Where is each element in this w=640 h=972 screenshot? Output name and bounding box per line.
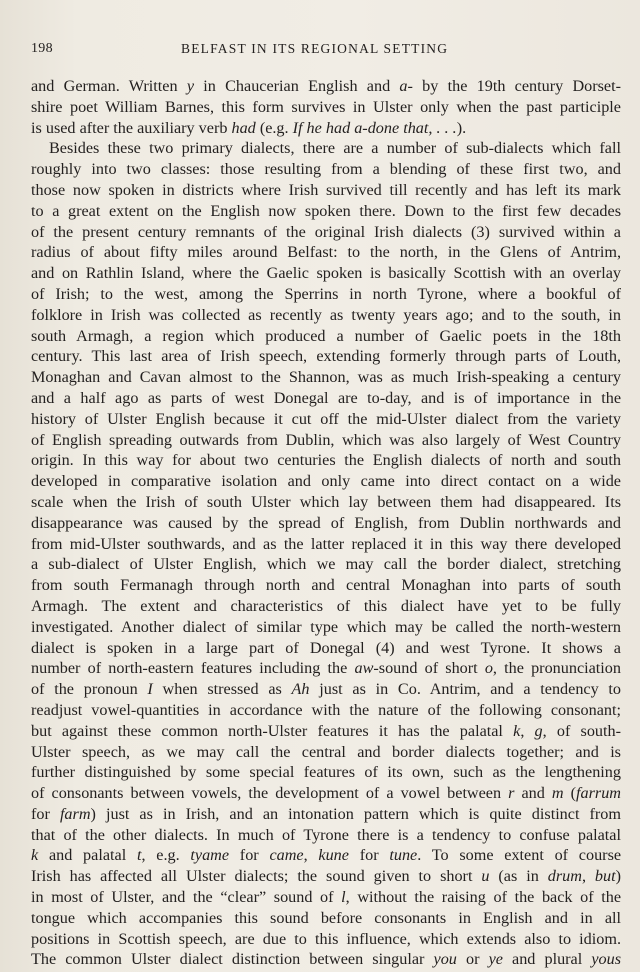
text-line: from south Fermanagh through north and central Monaghan into parts of south [31, 576, 621, 595]
text-line: in most of Ulster, and the “clear” sound of l, without the raising of the back of the [31, 888, 621, 907]
text-line: of consonants between vowels, the development of a vowel between r and m (farrum [31, 784, 621, 803]
running-title: BELFAST IN ITS REGIONAL SETTING [181, 41, 449, 56]
text-line: folklore in Irish was collected as recently as twenty years ago; and to the south, in [31, 305, 621, 324]
text-line: history of Ulster English because it cut off the mid-Ulster dialect from the variety [31, 409, 621, 428]
text-line: shire poet William Barnes, this form survives in Ulster only when the past participle [31, 97, 621, 116]
text-line: is used after the auxiliary verb had (e.g. If he had a-done that, . . .). [31, 118, 467, 137]
text-line: positions in Scottish speech, are due to this influence, which extends also to idiom. [31, 929, 621, 948]
text-line: century. This last area of Irish speech, extending formerly through parts of Louth, [31, 347, 621, 366]
text-line: and on Rathlin Island, where the Gaelic spoken is basically Scottish with an overlay [31, 264, 621, 283]
text-line: of the present century remnants of the original Irish dialects (3) survived within a [31, 222, 621, 241]
text-line: but against these common north-Ulster features it has the palatal k, g, of south- [31, 721, 621, 740]
text-line: and a half ago as parts of west Donegal are to-day, and is of importance in the [31, 388, 621, 407]
text-line: Besides these two primary dialects, there are a number of sub-dialects which fall [49, 139, 621, 158]
text-line: those now spoken in districts where Irish survived till recently and has left its mark [31, 180, 621, 199]
text-line: k and palatal t, e.g. tyame for came, kune for tune. To some extent of course [31, 846, 621, 865]
text-line: south Armagh, a region which produced a number of Gaelic poets in the 18th [31, 326, 621, 345]
page-number: 198 [31, 41, 53, 56]
text-line: number of north-eastern features including the aw-sound of short o, the pronunciation [31, 659, 621, 678]
text-line: of Irish; to the west, among the Sperrins in north Tyrone, where a bookful of [31, 284, 621, 303]
text-line: disappearance was caused by the spread of English, from Dublin northwards and [31, 513, 621, 532]
text-line: investigated. Another dialect of similar type which may be called the north-western [31, 617, 621, 636]
text-line: scale when the Irish of south Ulster which lay between them had disappeared. Its [31, 492, 621, 511]
text-line: and German. Written y in Chaucerian English and a- by the 19th century Dorset- [31, 77, 621, 95]
text-line: Irish has affected all Ulster dialects; the sound given to short u (as in drum, but) [31, 867, 621, 886]
text-line: origin. In this way for about two centuries the English dialects of north and south [31, 451, 621, 470]
text-line: tongue which accompanies this sound before consonants in English and in all [31, 908, 621, 927]
text-line: roughly into two classes: those resulting from a blending of these first two, and [31, 160, 621, 179]
text-line: that of the other dialects. In much of Tyrone there is a tendency to confuse palatal [31, 825, 621, 844]
body-text [31, 76, 621, 970]
text-line: of the pronoun I when stressed as Ah just as in Co. Antrim, and a tendency to [31, 680, 621, 699]
page-header [31, 41, 619, 61]
text-line: Armagh. The extent and characteristics of this dialect have yet to be fully [31, 596, 621, 615]
text-line: readjust vowel-quantities in accordance with the nature of the following consonant; [31, 700, 621, 719]
text-line: a sub-dialect of Ulster English, which we may call the border dialect, stretching [31, 555, 621, 574]
text-line: developed in comparative isolation and only came into direct contact on a wide [31, 472, 621, 491]
text-line: to a great extent on the English now spoken there. Down to the first few decades [31, 201, 621, 220]
text-line: of English spreading outwards from Dublin, which was also largely of West Country [31, 430, 621, 449]
text-line: Monaghan and Cavan almost to the Shannon, was as much Irish-speaking a century [31, 368, 621, 387]
text-line: dialect is spoken in a large part of Donegal (4) and west Tyrone. It shows a [31, 638, 621, 657]
text-line: from mid-Ulster southwards, and as the latter replaced it in this way there developed [31, 534, 621, 553]
text-line: The common Ulster dialect distinction between singular you or ye and plural yous [31, 950, 621, 969]
text-line: radius of about fifty miles around Belfast: to the north, in the Glens of Antrim, [31, 243, 621, 262]
text-line: Ulster speech, as we may call the central and border dialects together; and is [31, 742, 621, 761]
text-line: further distinguished by some special features of its own, such as the lengthening [31, 763, 621, 782]
text-line: for farm) just as in Irish, and an intonation pattern which is quite distinct from [31, 804, 621, 823]
